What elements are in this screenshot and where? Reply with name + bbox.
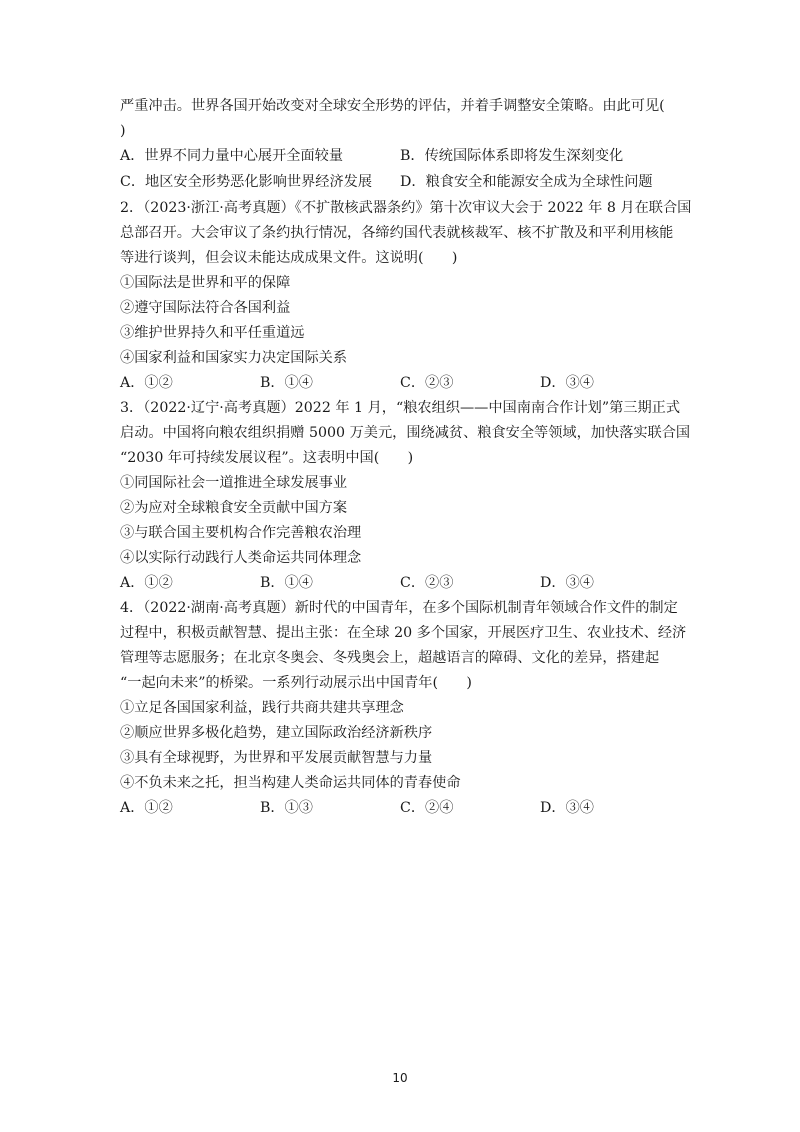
q4-option-b: B．①③	[260, 800, 313, 816]
q2-stem-line-1: 2．（2023·浙江·高考真题）《不扩散核武器条约》第十次审议大会于 2022 年 8 月在联合国	[120, 200, 692, 216]
q2-statement-1: ①国际法是世界和平的保障	[120, 275, 291, 291]
q4-statement-2: ②顺应世界多极化趋势，建立国际政治经济新秩序	[120, 725, 433, 741]
q4-option-c: C．②④	[400, 800, 454, 816]
q2-option-a: A．①②	[120, 375, 173, 391]
q3-stem-line-1: 3．（2022·辽宁·高考真题）2022 年 1 月，“粮农组织——中国南南合作计划”第三期正式	[120, 400, 681, 416]
q3-option-a: A．①②	[120, 575, 173, 591]
q1-stem-line-1: 严重冲击。世界各国开始改变对全球安全形势的评估，并着手调整安全策略。由此可见(	[120, 98, 665, 114]
q3-option-c: C．②③	[400, 575, 454, 591]
q4-stem-line-3: 管理等志愿服务；在北京冬奥会、冬残奥会上，超越语言的障碍、文化的差异，搭建起	[120, 650, 660, 666]
q2-statement-3: ③维护世界持久和平任重道远	[120, 325, 305, 341]
q3-statement-2: ②为应对全球粮食安全贡献中国方案	[120, 500, 348, 516]
q1-option-c: C．地区安全形势恶化影响世界经济发展	[120, 174, 373, 190]
q2-option-d: D．③④	[540, 375, 594, 391]
q2-stem-line-3: 等进行谈判，但会议未能达成成果文件。这说明( )	[120, 250, 458, 266]
q4-stem-line-4: “一起向未来”的桥梁。一系列行动展示出中国青年( )	[120, 675, 472, 691]
q3-statement-4: ④以实际行动践行人类命运共同体理念	[120, 550, 362, 566]
q1-option-d: D．粮食安全和能源安全成为全球性问题	[400, 174, 653, 190]
q4-option-a: A．①②	[120, 800, 173, 816]
q4-option-d: D．③④	[540, 800, 594, 816]
q1-stem-line-2: )	[120, 123, 126, 139]
page-number: 10	[392, 1071, 408, 1085]
q2-statement-4: ④国家利益和国家实力决定国际关系	[120, 350, 348, 366]
q3-stem-line-3: “2030 年可持续发展议程”。这表明中国( )	[120, 450, 414, 466]
q4-statement-4: ④不负未来之托，担当构建人类命运共同体的青春使命	[120, 775, 461, 791]
q3-stem-line-2: 启动。中国将向粮农组织捐赠 5000 万美元，围绕减贫、粮食安全等领域，加快落实联合国	[120, 425, 691, 441]
q3-option-d: D．③④	[540, 575, 594, 591]
q2-stem-line-2: 总部召开。大会审议了条约执行情况，各缔约国代表就核裁军、核不扩散及和平利用核能	[120, 225, 674, 241]
q4-statement-1: ①立足各国国家利益，践行共商共建共享理念	[120, 700, 404, 716]
q3-statement-1: ①同国际社会一道推进全球发展事业	[120, 475, 348, 491]
q2-option-c: C．②③	[400, 375, 454, 391]
q1-option-b: B．传统国际体系即将发生深刻变化	[400, 148, 624, 164]
q2-option-b: B．①④	[260, 375, 313, 391]
q3-statement-3: ③与联合国主要机构合作完善粮农治理	[120, 525, 362, 541]
q4-statement-3: ③具有全球视野，为世界和平发展贡献智慧与力量	[120, 750, 433, 766]
q4-stem-line-2: 过程中，积极贡献智慧、提出主张：在全球 20 多个国家，开展医疗卫生、农业技术、经济	[120, 625, 687, 641]
q2-statement-2: ②遵守国际法符合各国利益	[120, 300, 291, 316]
q1-option-a: A．世界不同力量中心展开全面较量	[120, 148, 344, 164]
q3-option-b: B．①④	[260, 575, 313, 591]
q4-stem-line-1: 4．（2022·湖南·高考真题）新时代的中国青年，在多个国际机制青年领域合作文件的制定	[120, 600, 678, 616]
